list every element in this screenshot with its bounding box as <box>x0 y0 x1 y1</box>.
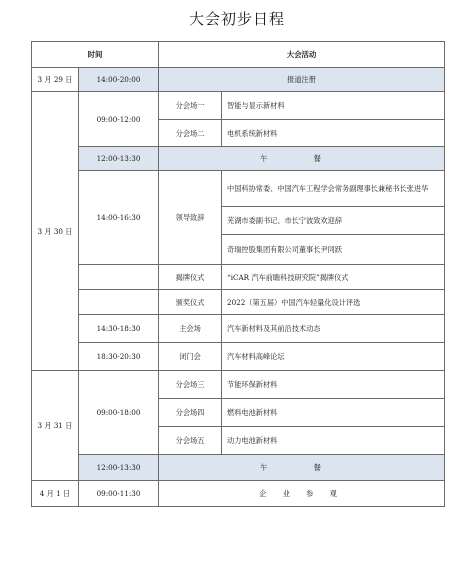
session-cell: 分会场五 <box>159 427 222 455</box>
session-cell: 分会场三 <box>159 371 222 399</box>
time-cell: 12:00-13:30 <box>79 455 159 481</box>
table-row <box>32 315 445 343</box>
time-cell: 14:00-16:30 <box>79 171 159 265</box>
activity-cell: 电机系统新材料 <box>222 120 445 147</box>
activity-cell: 企 业 参 观 <box>159 481 445 507</box>
empty-time-cell <box>79 265 159 290</box>
activity-cell: 节能环保新材料 <box>222 371 445 399</box>
header-activity: 大会活动 <box>159 42 445 68</box>
table-row <box>32 455 445 481</box>
session-cell: 闭门会 <box>159 343 222 371</box>
activity-cell: 报道注册 <box>159 68 445 92</box>
time-cell: 12:00-13:30 <box>79 147 159 171</box>
table-row <box>32 290 445 315</box>
schedule-table <box>31 41 445 507</box>
activity-cell: 中国科协常委、中国汽车工程学会常务副理事长兼秘书长张进华 <box>222 171 445 207</box>
table-row <box>32 147 445 171</box>
activity-cell: “iCAR 汽车前瞻科技研究院”揭牌仪式 <box>222 265 445 290</box>
activity-cell: 芜湖市委副书记、市长宁波致欢迎辞 <box>222 207 445 235</box>
session-cell: 颁奖仪式 <box>159 290 222 315</box>
activity-cell: 动力电池新材料 <box>222 427 445 455</box>
table-row <box>32 343 445 371</box>
table-row <box>32 68 445 92</box>
activity-cell: 奇瑞控股集团有限公司董事长尹同跃 <box>222 235 445 265</box>
time-cell: 18:30-20:30 <box>79 343 159 371</box>
date-cell: 4 月 1 日 <box>32 481 79 507</box>
session-cell: 分会场四 <box>159 399 222 427</box>
page-title: 大会初步日程 <box>188 10 285 28</box>
date-cell: 3 月 31 日 <box>32 371 79 481</box>
table-row <box>32 171 445 207</box>
header-time: 时间 <box>32 42 159 68</box>
time-cell: 09:00-18:00 <box>79 371 159 455</box>
session-cell: 领导致辞 <box>159 171 222 265</box>
empty-time-cell <box>79 290 159 315</box>
activity-cell: 午 餐 <box>159 147 445 171</box>
activity-cell: 智能与显示新材料 <box>222 92 445 120</box>
time-cell: 14:30-18:30 <box>79 315 159 343</box>
activity-cell: 午 餐 <box>159 455 445 481</box>
activity-cell: 2022（第五届）中国汽车轻量化设计评选 <box>222 290 445 315</box>
time-cell: 09:00-12:00 <box>79 92 159 147</box>
session-cell: 揭牌仪式 <box>159 265 222 290</box>
date-cell: 3 月 29 日 <box>32 68 79 92</box>
time-cell: 14:00-20:00 <box>79 68 159 92</box>
date-cell: 3 月 30 日 <box>32 92 79 371</box>
session-cell: 分会场一 <box>159 92 222 120</box>
table-row <box>32 265 445 290</box>
session-cell: 主会场 <box>159 315 222 343</box>
table-row <box>32 92 445 120</box>
activity-cell: 汽车新材料及其前沿技术动态 <box>222 315 445 343</box>
table-row <box>32 481 445 507</box>
time-cell: 09:00-11:30 <box>79 481 159 507</box>
activity-cell: 燃料电池新材料 <box>222 399 445 427</box>
activity-cell: 汽车材料高峰论坛 <box>222 343 445 371</box>
session-cell: 分会场二 <box>159 120 222 147</box>
table-row <box>32 371 445 399</box>
table-header-row <box>32 42 445 68</box>
